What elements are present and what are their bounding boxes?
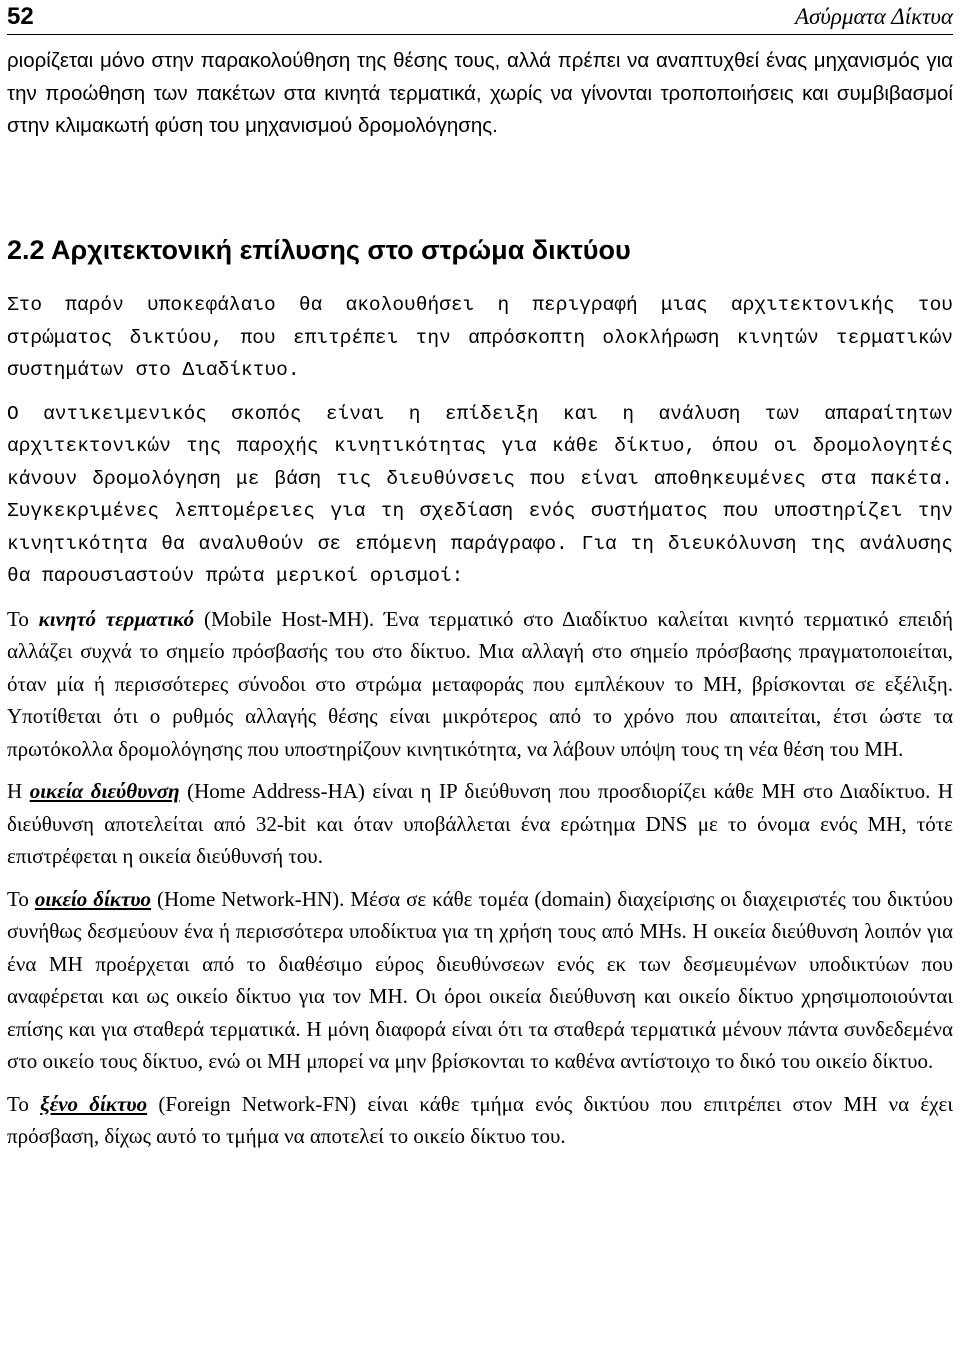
paragraph-2-part-c: Για τη διευκόλυνση της ανάλυσης θα παρουσιαστούν πρώτα μερικοί ορισμοί: <box>7 532 953 587</box>
term-foreign-network: ξένο δίκτυο <box>40 1091 148 1116</box>
term-home-address: οικεία διεύθυνση <box>29 779 180 803</box>
definition-text: (Foreign Network-FN) είναι κάθε τμήμα ενός δικτύου που επιτρέπει στον ΜΗ να έχει πρόσβαση, δίχως αυτό το τμήμα να αποτελεί το οικείο δίκτυο του. <box>7 1091 953 1148</box>
page-number: 52 <box>7 3 34 30</box>
definition-home-network <box>7 883 953 1078</box>
intro-block <box>7 45 953 143</box>
definition-text: (Mobile Host-MH). Ένα τερματικό στο Διαδίκτυο καλείται κινητό τερματικό επειδή αλλάζει συχνά το σημείο πρόσβασής του στο δίκτυο. Μια αλλαγή στο σημείο πρόσβασης πραγματοποιείται, όταν μία ή περισσότερες σύνοδοι στο στρώμα μεταφοράς που εμπλέκουν το ΜΗ, βρίσκονται σε εξέλιξη. Υποτίθεται ότι ο ρυθμός αλλαγής θέσης είναι μικρότερος από το χρόνο που απαιτείται, έτσι ώστε τα πρωτόκολλα δρομολόγησης που υποστηρίζουν κινητικότητα, να λάβουν υπόψη τους τη νέα θέση του ΜΗ. <box>7 606 953 761</box>
intro-paragraph: ριορίζεται μόνο στην παρακολούθηση της θέσης τους, αλλά πρέπει να αναπτυχθεί ένας μηχανισμός για την προώθηση των πακέτων στα κινητά τερματικά, χωρίς να γίνονται τροποποιήσεις και συμβιβασμοί στην κλιμακωτή φύση του μηχανισμού δρομολόγησης. <box>7 49 953 137</box>
term-home-network: οικείο δίκτυο <box>34 886 152 911</box>
document-page <box>7 0 954 1148</box>
term-mobile-host: κινητό τερματικό <box>38 606 195 631</box>
definition-mobile-host <box>7 603 953 766</box>
definition-lead: Το <box>7 606 39 631</box>
section-title: Αρχιτεκτονική επίλυσης στο στρώμα δικτύου <box>51 235 631 265</box>
section-number: 2.2 <box>7 235 45 265</box>
paragraph-1: Στο παρόν υποκεφάλαιο θα ακολουθήσει η περιγραφή μιας αρχιτεκτονικής του στρώματος δικτύου, που επιτρέπει την απρόσκοπτη ολοκλήρωση κινητών τερματικών συστημάτων στο Διαδίκτυο. <box>7 294 953 381</box>
definition-lead: Η <box>7 779 30 803</box>
definition-text: (Home Address-HA) είναι η IP διεύθυνση που προσδιορίζει κάθε ΜΗ στο Διαδίκτυο. Η διεύθυνση αποτελείται από 32-bit και όταν υποβάλλεται ένα ερώτημα DNS με το όνομα ενός ΜΗ, τότε επιστρέφεται η οικεία διεύθυνσή του. <box>7 779 954 868</box>
paragraph-2 <box>7 398 953 593</box>
definition-foreign-network <box>7 1088 953 1153</box>
book-title: Ασύρματα Δίκτυα <box>794 4 953 29</box>
section-body <box>7 289 953 1153</box>
definition-lead: Το <box>7 886 35 911</box>
section-heading <box>7 230 631 270</box>
paragraph-2-part-b: Συγκεκριμένες λεπτομέρειες για τη σχεδίαση ενός συστήματος που υποστηρίζει την κινητικότητα θα αναλυθούν σε επόμενη παράγραφο. <box>7 500 953 555</box>
running-header <box>7 0 953 35</box>
definition-text: (Home Network-HN). Μέσα σε κάθε τομέα (domain) διαχείρισης οι διαχειριστές του δικτύου συνήθως δεσμεύουν ένα ή περισσότερα υποδίκτυα για τη χρήση τους από MHs. Η οικεία διεύθυνση λοιπόν για ένα ΜΗ προέρχεται από το διαθέσιμο εύρος διευθύνσεων ενός εκ των δεσμευμένων υποδικτύων που αναφέρεται και ως οικείο δίκτυο για τον ΜΗ. Οι όροι οικεία διεύθυνση και οικείο δίκτυο χρησιμοποιούνται επίσης και για σταθερά τερματικά. Η μόνη διαφορά είναι ότι τα σταθερά τερματικά μένουν πάντα συνδεδεμένα στο οικείο τους δίκτυο, ενώ οι ΜΗ μπορεί να μην βρίσκονται το καθένα αντίστοιχο το δικό του οικείο δίκτυο. <box>7 886 953 1073</box>
definition-home-address <box>7 775 953 873</box>
definition-lead: Το <box>7 1091 41 1116</box>
paragraph-2-part-a: Ο αντικειμενικός σκοπός είναι η επίδειξη και η ανάλυση των απαραίτητων αρχιτεκτονικών της παροχής κινητικότητας για κάθε δίκτυο, όπου οι δρομολογητές κάνουν δρομολόγηση με βάση τις διευθύνσεις που είναι αποθηκευμένες στα πακέτα. <box>7 402 953 490</box>
